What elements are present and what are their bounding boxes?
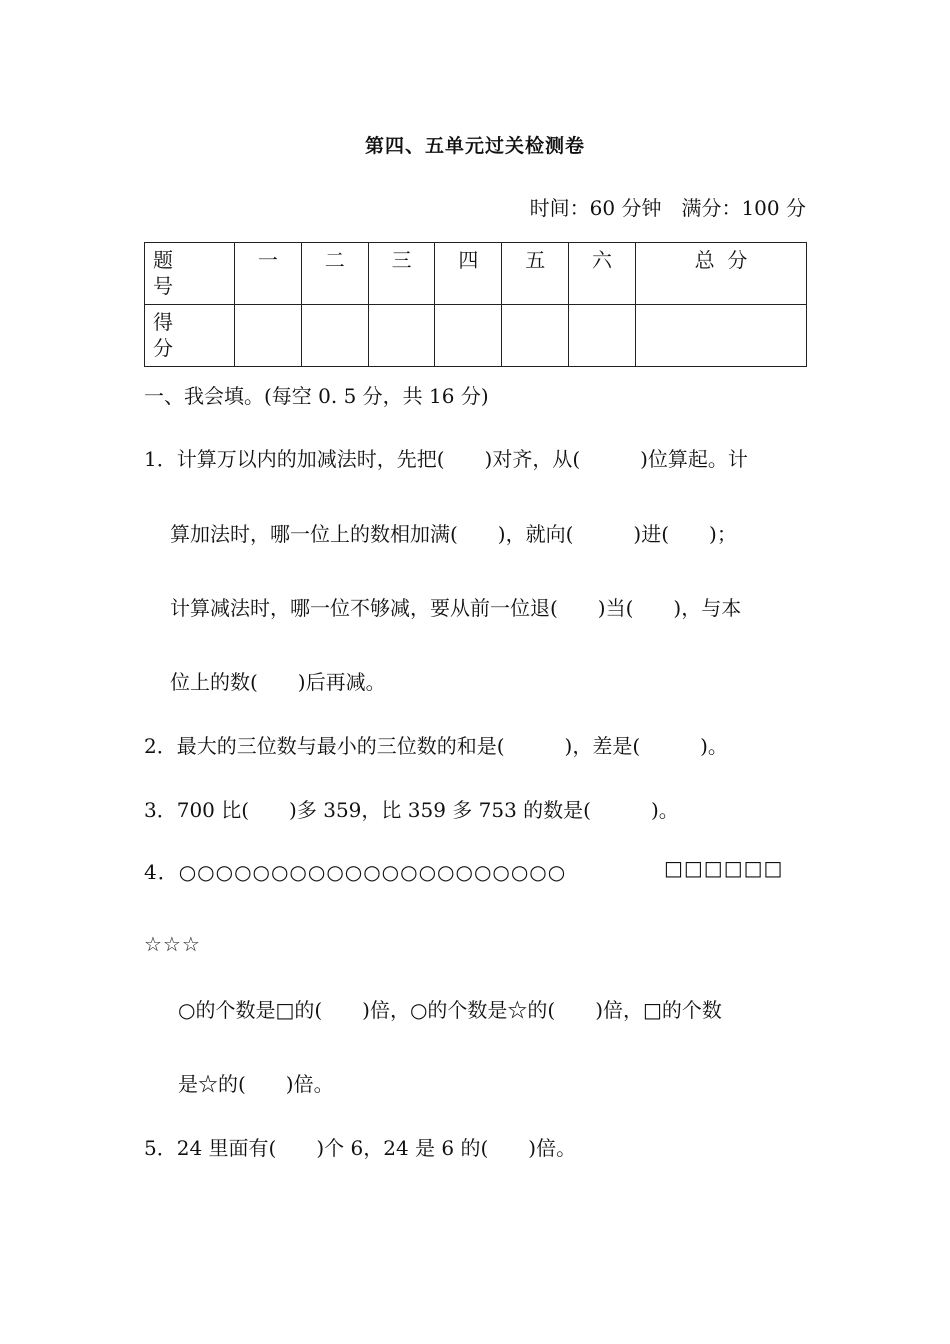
score-cell[interactable] <box>235 305 302 367</box>
column-header: 四 <box>435 243 502 305</box>
question-4-circles: 4．○○○○○○○○○○○○○○○○○○○○○ <box>144 860 567 884</box>
question-4-line-2: 是☆的( )倍。 <box>178 1072 334 1096</box>
question-1-line-3: 计算减法时，哪一位不够减，要从前一位退( )当( )，与本 <box>170 596 742 620</box>
question-5: 5．24 里面有( )个 6，24 是 6 的( )倍。 <box>144 1136 577 1160</box>
column-header: 三 <box>368 243 435 305</box>
question-4-squares: □□□□□□ <box>664 856 784 880</box>
score-cell[interactable] <box>569 305 636 367</box>
score-cell[interactable] <box>635 305 806 367</box>
exam-meta: 时间：60 分钟 满分：100 分 <box>529 196 806 220</box>
section-heading: 一、我会填。(每空 0. 5 分，共 16 分) <box>144 384 489 408</box>
column-header: 总 分 <box>635 243 806 305</box>
row-label-question-number: 题 号 <box>145 243 235 305</box>
column-header: 一 <box>235 243 302 305</box>
question-1-line-1: 1．计算万以内的加减法时，先把( )对齐，从( )位算起。计 <box>144 447 748 471</box>
row-label-score: 得 分 <box>145 305 235 367</box>
question-4-line-1: ○的个数是□的( )倍，○的个数是☆的( )倍，□的个数 <box>178 998 722 1022</box>
question-2: 2．最大的三位数与最小的三位数的和是( )，差是( )。 <box>144 734 728 758</box>
score-table-score-row <box>145 305 807 367</box>
page-title: 第四、五单元过关检测卷 <box>364 135 585 157</box>
score-cell[interactable] <box>502 305 569 367</box>
score-cell[interactable] <box>301 305 368 367</box>
question-3: 3．700 比( )多 359，比 359 多 753 的数是( )。 <box>144 798 679 822</box>
question-1-line-4: 位上的数( )后再减。 <box>170 670 386 694</box>
score-table <box>144 242 807 367</box>
question-1-line-2: 算加法时，哪一位上的数相加满( )，就向( )进( )； <box>170 522 737 546</box>
score-cell[interactable] <box>435 305 502 367</box>
score-cell[interactable] <box>368 305 435 367</box>
column-header: 六 <box>569 243 636 305</box>
column-header: 五 <box>502 243 569 305</box>
column-header: 二 <box>301 243 368 305</box>
question-4-stars: ☆☆☆ <box>144 932 201 956</box>
score-table-header-row <box>145 243 807 305</box>
